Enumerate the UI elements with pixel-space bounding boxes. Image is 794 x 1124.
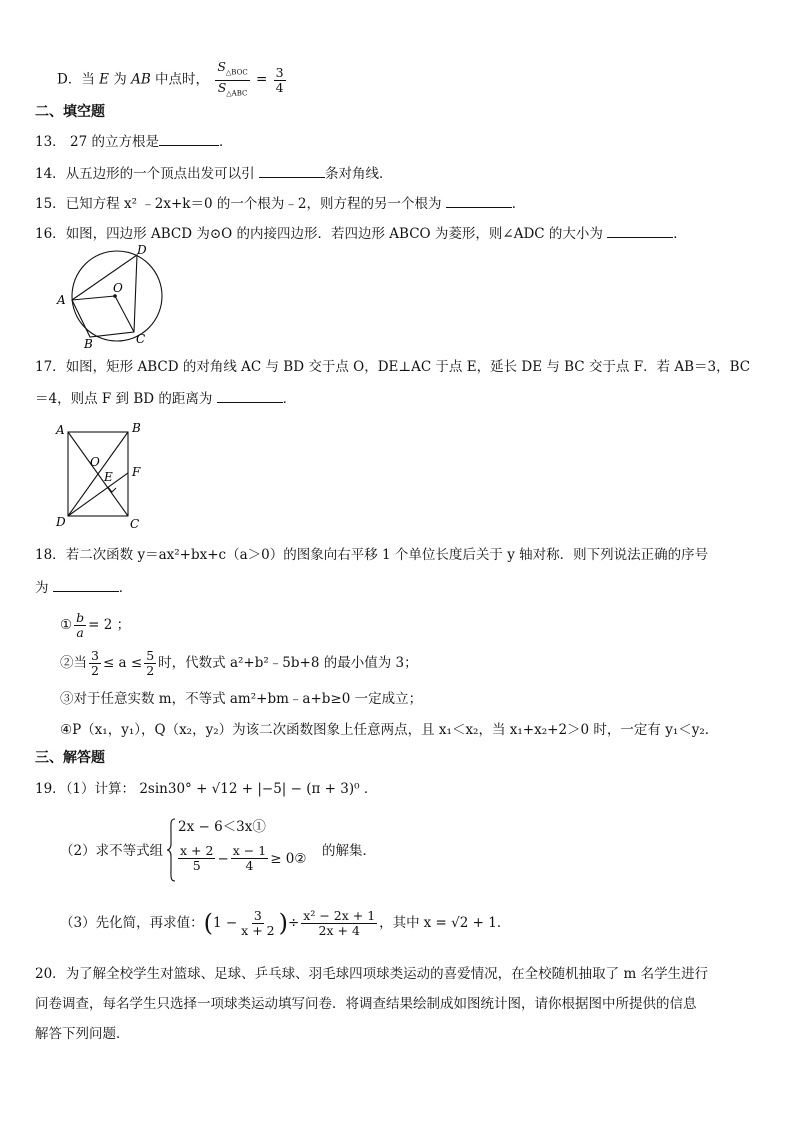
question-20-line2: 问卷调查，每名学生只选择一项球类运动填写问卷．将调查结果绘制成如图统计图，请你根据图中所提供的信息 [35,996,697,1012]
label-d: D [137,244,147,257]
question-13 [35,131,232,151]
figure-16-circle-quadrilateral [52,244,172,350]
value-den: 4 [275,79,284,95]
q19-p3-label: （3）先化简，再求值： [60,915,204,931]
label-c: C [136,332,146,346]
var-ab: AB [131,71,151,88]
question-18-line1 [35,546,708,564]
q18-option-3: ③对于任意实数 m，不等式 am²+bm﹣a+b≥0 一定成立； [60,691,423,707]
p3-frac2-num: x² − 2x + 1 [303,907,376,923]
label-c: C [130,517,140,530]
o2-den2: 2 [146,662,155,678]
system-brace [166,818,176,882]
q16-end: ． [673,226,687,242]
q18-option-2 [60,646,418,680]
p3-end: ． [496,915,511,931]
q17-text1: 如图，矩形 ABCD 的对角线 AC 与 BD 交于点 O，DE⊥AC 于点 E，延长 DE 与 BC 交于点 F．若 AB＝3，BC [65,359,751,375]
o2-den1: 2 [91,662,99,678]
question-16 [35,223,687,243]
o2-num1: 3 [91,647,99,663]
question-17-line1 [35,358,750,376]
q19-p2-label: （2）求不等式组 [60,843,164,859]
q19-p1-end: ． [363,781,378,797]
q18-option-4: ④P（x₁，y₁），Q（x₂，y₂）为该二次函数图象上任意两点，且 x₁＜x₂，当 x₁+x₂+2＞0 时，一定有 y₁＜y₂． [60,722,719,738]
fraction-quadratic [301,909,377,938]
q20-text1: 为了解全校学生对篮球、足球、乒乓球、羽毛球四项球类运动的喜爱情况，在全校随机抽取了 m 名学生进行 [65,966,709,982]
figure-17-rectangle [52,418,152,530]
q17-end: ． [282,391,297,407]
q19-p2-end: 的解集． [322,843,376,859]
label-b: B [132,421,141,435]
q18-option-1 [60,608,130,642]
question-20-line1 [35,965,708,983]
q18-text2: 为 [35,580,49,596]
segment-df [68,473,128,516]
q18-end: ． [118,580,133,596]
value-fraction [274,66,286,95]
p3-divide: ÷ [287,915,300,931]
option-2-tail: 时，代数式 a²+b²﹣5b+8 的最小值为 3； [158,655,418,671]
q18-answer-blank[interactable] [53,577,119,592]
q18-number: 18． [35,547,66,563]
segment-ao [72,296,115,300]
option-1-fraction [74,611,86,640]
option-d-mid2: 中点时， [155,71,210,88]
segment-oc [115,296,134,332]
q19-p2-inequality-2 [176,844,306,873]
p2-tail: ≥ 0② [270,850,307,867]
option-1-label: ① [60,617,73,633]
frac-num: S [217,59,226,74]
question-14 [35,163,392,183]
o1-den: a [76,624,84,640]
q19-p2-inequality-1: 2x − 6＜3x① [178,819,266,835]
label-b: B [84,337,93,350]
label-d: D [56,515,66,529]
question-17-line2 [35,388,296,408]
p2-frac2-den: 4 [245,858,254,873]
section-title-fill-blank: 二、填空题 [35,104,105,120]
value-num: 3 [275,64,284,80]
fraction-x-minus-1 [231,844,268,873]
label-a: A [56,423,65,437]
p3-pre: 1 − [212,915,238,931]
var-e: E [99,71,109,88]
o2-num2: 5 [146,647,155,663]
q14-text2: 条对角线． [324,166,393,182]
question-19-part1 [35,780,377,798]
p2-frac1-den: 5 [192,858,201,873]
p3-frac1-num: 3 [253,907,262,923]
q16-answer-blank[interactable] [607,223,673,238]
q14-number: 14． [35,166,66,182]
option-1-tail: = 2 ； [88,617,131,633]
q19-part3 [60,905,510,941]
q16-text: 如图，四边形 ABCD 为⊙O 的内接四边形．若四边形 ABCO 为菱形，则∠ADC 的大小为 [65,226,603,242]
q19-p1-expression: 2sin30° + √12 + |−5| − (π + 3)⁰ [139,781,360,797]
fraction-3-over-x-plus-2 [239,909,276,938]
label-o: O [90,455,100,469]
q20-number: 20． [35,966,66,982]
o1-num: b [76,609,85,625]
q15-end: ． [511,196,526,212]
question-15 [35,193,525,213]
p2-frac1-num: x + 2 [180,843,214,858]
q13-value: 27 [69,134,88,150]
frac-num-sub: △BOC [225,68,248,77]
option-d-mid: 为 [113,71,127,88]
q18-text1: 若二次函数 y＝ax²+bx+c（a＞0）的图象向右平移 1 个单位长度后关于 y 轴对称．则下列说法正确的序号 [65,547,709,563]
q17-answer-blank[interactable] [217,388,283,403]
q13-number: 13． [35,134,66,150]
q14-text: 从五边形的一个顶点出发可以引 [65,166,255,182]
q14-answer-blank[interactable] [259,163,325,178]
label-a: A [57,293,66,307]
q19-p1-label: （1）计算： [65,781,136,797]
q17-number: 17． [35,359,66,375]
option-2-label: ②当 [60,655,87,671]
frac-den-sub: △ABC [226,89,248,97]
q19-number: 19． [35,781,66,797]
q15-text: 已知方程 x² ﹣2x+k＝0 的一个根为﹣2，则方程的另一个根为 [65,196,442,212]
right-paren: ) [278,909,288,937]
option-d [57,60,288,100]
left-paren: ( [203,909,213,937]
question-18-line2 [35,577,132,597]
option-d-label: D．当 [57,71,95,88]
option-2-mid: ≤ a ≤ [102,655,143,671]
q13-text: 的立方根是 [91,134,159,150]
p3-frac2-den: 2x + 4 [318,922,360,938]
p2-frac2-num: x − 1 [232,843,267,858]
label-f: F [132,465,141,479]
fraction-x-plus-2 [178,844,215,873]
equals-sign: = [255,71,268,88]
option-2-fraction-2 [144,649,156,678]
frac-den: S [217,79,227,95]
area-ratio-fraction [215,60,249,100]
section-title-solve: 三、解答题 [35,750,105,766]
q16-number: 16． [35,226,66,242]
q17-text2: ＝4，则点 F 到 BD 的距离为 [35,391,213,407]
p3-tail: ，其中 [379,915,420,931]
p2-minus: − [217,850,229,867]
question-20-line3: 解答下列问题． [35,1026,130,1042]
q13-answer-blank[interactable] [159,131,219,146]
p3-x-value: x = √2 + 1 [423,915,497,931]
q15-answer-blank[interactable] [446,193,512,208]
label-e: E [104,470,113,484]
p3-frac1-den: x + 2 [241,922,275,938]
q15-number: 15． [35,196,66,212]
option-2-fraction-1 [89,649,101,678]
q13-end: ． [218,134,233,150]
label-o: O [113,281,123,295]
